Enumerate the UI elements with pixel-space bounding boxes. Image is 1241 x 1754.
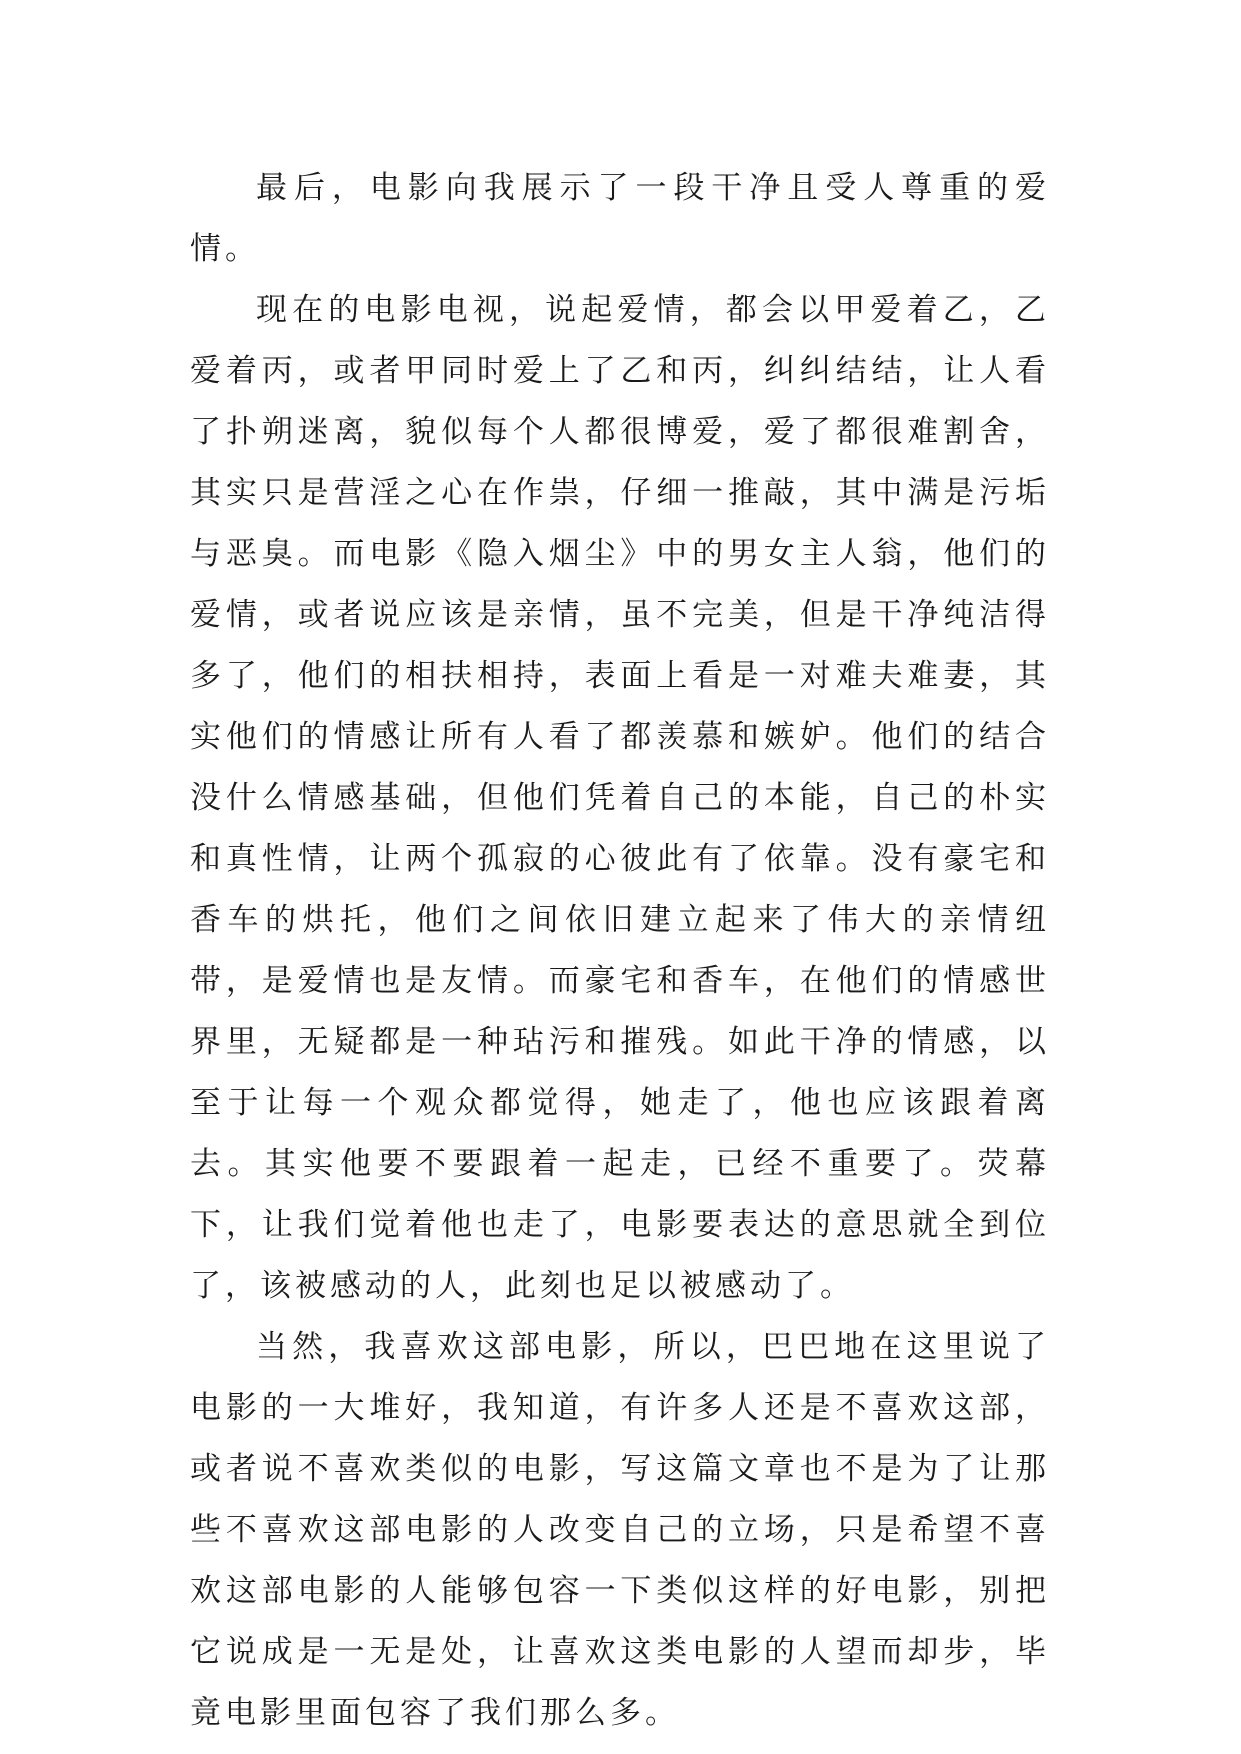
- document-body: [190, 158, 1050, 1744]
- paragraph: 最后，电影向我展示了一段干净且受人尊重的爱情。: [190, 170, 1050, 267]
- paragraph: 现在的电影电视，说起爱情，都会以甲爱着乙，乙爱着丙，或者甲同时爱上了乙和丙，纠纠结结，让人看了扑朔迷离，貌似每个人都很博爱，爱了都很难割舍，其实只是营淫之心在作祟，仔细一推敲，其中满是污垢与恶臭。而电影《隐入烟尘》中的男女主人翁，他们的爱情，或者说应该是亲情，虽不完美，但是干净纯洁得多了，他们的相扶相持，表面上看是一对难夫难妻，其实他们的情感让所有人看了都羡慕和嫉妒。他们的结合没什么情感基础，但他们凭着自己的本能，自己的朴实和真性情，让两个孤寂的心彼此有了依靠。没有豪宅和香车的烘托，他们之间依旧建立起来了伟大的亲情纽带，是爱情也是友情。而豪宅和香车，在他们的情感世界里，无疑都是一种玷污和摧残。如此干净的情感，以至于让每一个观众都觉得，她走了，他也应该跟着离去。其实他要不要跟着一起走，已经不重要了。荧幕下，让我们觉着他也走了，电影要表达的意思就全到位了，该被感动的人，此刻也足以被感动了。: [190, 292, 1050, 1304]
- paragraph: 当然，我喜欢这部电影，所以，巴巴地在这里说了电影的一大堆好，我知道，有许多人还是不喜欢这部，或者说不喜欢类似的电影，写这篇文章也不是为了让那些不喜欢这部电影的人改变自己的立场，只是希望不喜欢这部电影的人能够包容一下类似这样的好电影，别把它说成是一无是处，让喜欢这类电影的人望而却步，毕竟电影里面包容了我们那么多。: [190, 1329, 1050, 1731]
